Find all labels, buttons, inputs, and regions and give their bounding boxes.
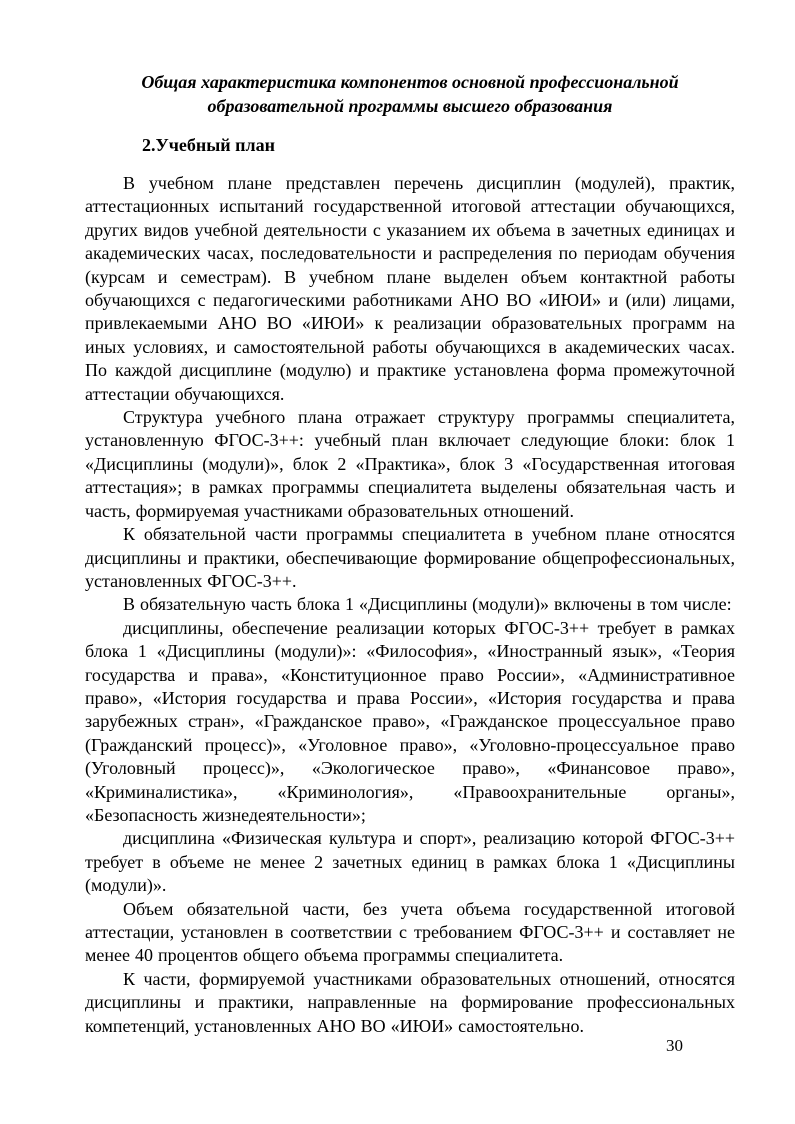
paragraph: В учебном плане представлен перечень дисциплин (модулей), практик, аттестационных испытаний государственной итоговой аттестации обучающихся, других видов учебной деятельности с указанием их объема в зачетных единицах и академических часах, последовательности и распределения по периодам обучения (курсам и семестрам). В учебном плане выделен объем контактной работы обучающихся с педагогическими работниками АНО ВО «ИЮИ» и (или) лицами, привлекаемыми АНО ВО «ИЮИ» к реализации образовательных программ на иных условиях, и самостоятельной работы обучающихся в академических часах. По каждой дисциплине (модулю) и практике установлена форма промежуточной аттестации обучающихся.: [85, 173, 735, 404]
paragraph: К обязательной части программы специалитета в учебном плане относятся дисциплины и практики, обеспечивающие формирование общепрофессиональных, установленных ФГОС-3++.: [85, 524, 735, 591]
paragraph: В обязательную часть блока 1 «Дисциплины (модули)» включены в том числе:: [123, 594, 732, 615]
paragraph: Структура учебного плана отражает структуру программы специалитета, установленную ФГОС-3++: учебный план включает следующие блоки: блок 1 «Дисциплины (модули)», блок 2 «Практика», блок 3 «Государственная итоговая аттестация»; в рамках программы специалитета выделены обязательная часть и часть, формируемая участниками образовательных отношений.: [85, 407, 735, 521]
paragraph: Объем обязательной части, без учета объема государственной итоговой аттестации, установлен в соответствии с требованием ФГОС-3++ и составляет не менее 40 процентов общего объема программы специалитета.: [85, 898, 735, 966]
page-number: 30: [666, 1036, 683, 1055]
document-content: [85, 70, 735, 1038]
document-title: Общая характеристика компонентов основной профессиональной образовательной программы высшего образования: [141, 72, 679, 116]
paragraph: К части, формируемой участниками образовательных отношений, относятся дисциплины и практики, направленные на формирование профессиональных компетенций, установленных АНО ВО «ИЮИ» самостоятельно.: [85, 968, 735, 1036]
paragraph: дисциплина «Физическая культура и спорт», реализацию которой ФГОС-3++ требует в объеме не менее 2 зачетных единиц в рамках блока 1 «Дисциплины (модули)».: [85, 828, 735, 896]
paragraph: дисциплины, обеспечение реализации которых ФГОС-3++ требует в рамках блока 1 «Дисциплины (модули)»: «Философия», «Иностранный язык», «Теория государства и права», «Конституционное право России», «Административное право», «История государства и права России», «История государства и права зарубежных стран», «Гражданское право», «Гражданское процессуальное право (Гражданский процесс)», «Уголовное право», «Уголовно-процессуальное право (Уголовный процесс)», «Экологическое право», «Финансовое право», «Криминалистика», «Криминология», «Правоохранительные органы», «Безопасность жизнедеятельности»;: [85, 617, 735, 825]
section-heading: 2.Учебный план: [142, 135, 275, 155]
